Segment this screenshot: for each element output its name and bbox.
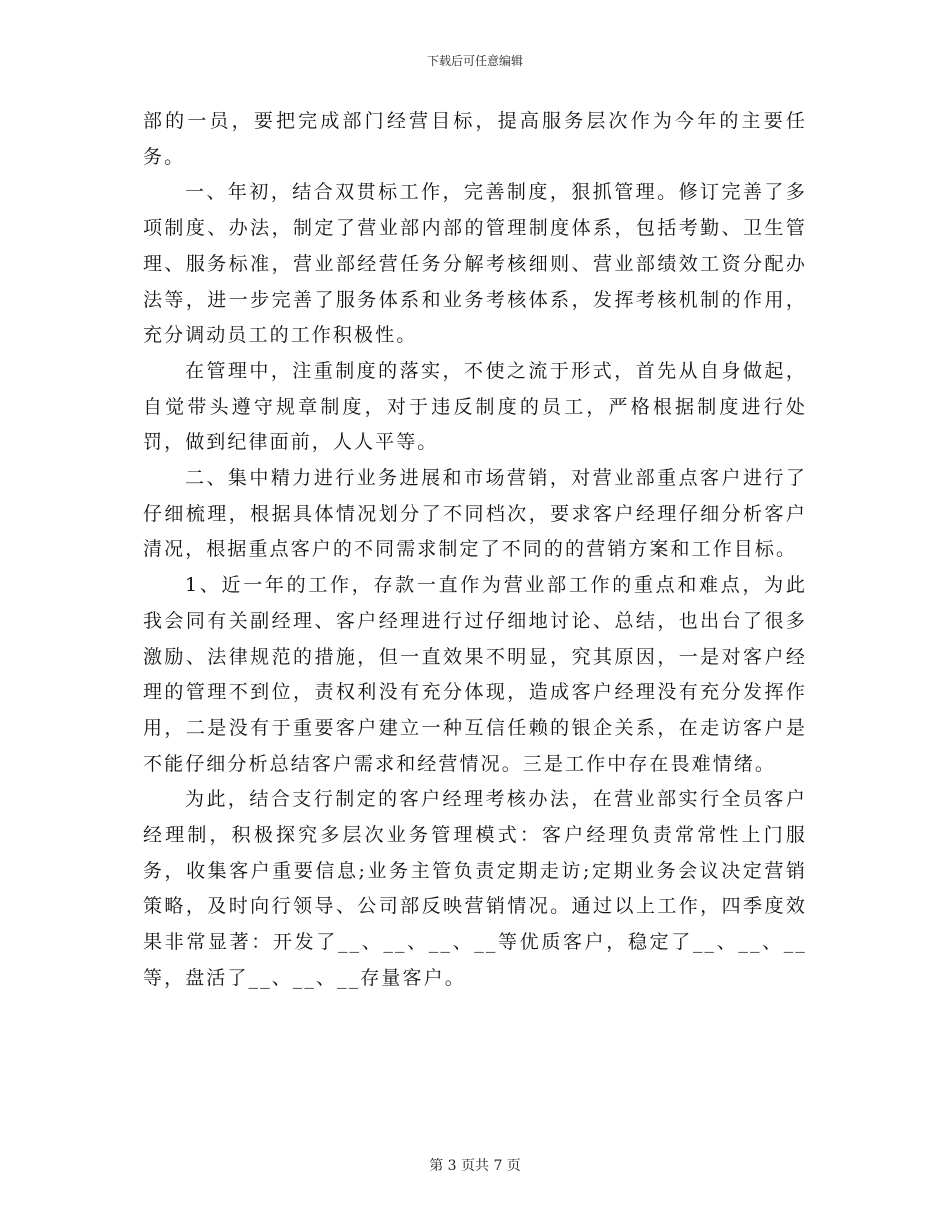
page-header: 下载后可任意编辑: [426, 54, 523, 68]
page-number: 第 3 页共 7 页: [429, 1158, 521, 1174]
paragraph-continuation: 部的一员，要把完成部门经营目标，提高服务层次作为今年的主要任务。: [143, 110, 807, 168]
paragraph-account-manager-system: 为此，结合支行制定的客户经理考核办法，在营业部实行全员客户经理制，积极探究多层次业务管理模式：客户经理负责常常性上门服务，收集客户重要信息;业务主管负责定期走访;定期业务会议决定营销策略，及时向行领导、公司部反映营销情况。通过以上工作，四季度效果非常显著：开发了__、__、__、__等优质客户，稳定了__、__、__等，盘活了__、__、__存量客户。: [143, 788, 807, 989]
paragraph-rule-enforcement: 在管理中，注重制度的落实，不使之流于形式，首先从自身做起，自觉带头遵守规章制度，对于违反制度的员工，严格根据制度进行处罚，做到纪律面前，人人平等。: [143, 359, 807, 454]
paragraph-marketing: 二、集中精力进行业务进展和市场营销，对营业部重点客户进行了仔细梳理，根据具体情况划分了不同档次，要求客户经理仔细分析客户清况，根据重点客户的不同需求制定了不同的的营销方案和工作目标。: [143, 467, 807, 561]
paragraph-deposits: 1、近一年的工作，存款一直作为营业部工作的重点和难点，为此我会同有关副经理、客户经理进行过仔细地讨论、总结，也出台了很多激励、法律规范的措施，但一直效果不明显，究其原因，一是对客户经理的管理不到位，责权利没有充分体现，造成客户经理没有充分发挥作用，二是没有于重要客户建立一种互信任赖的银企关系，在走访客户是不能仔细分析总结客户需求和经营情况。三是工作中存在畏难情绪。: [143, 574, 807, 775]
paragraph-management-system: 一、年初，结合双贯标工作，完善制度，狠抓管理。修订完善了多项制度、办法，制定了营业部内部的管理制度体系，包括考勤、卫生管理、服务标准，营业部经营任务分解考核细则、营业部绩效工资分配办法等，进一步完善了服务体系和业务考核体系，发挥考核机制的作用，充分调动员工的工作积极性。: [143, 181, 807, 347]
document-body: [143, 104, 807, 997]
